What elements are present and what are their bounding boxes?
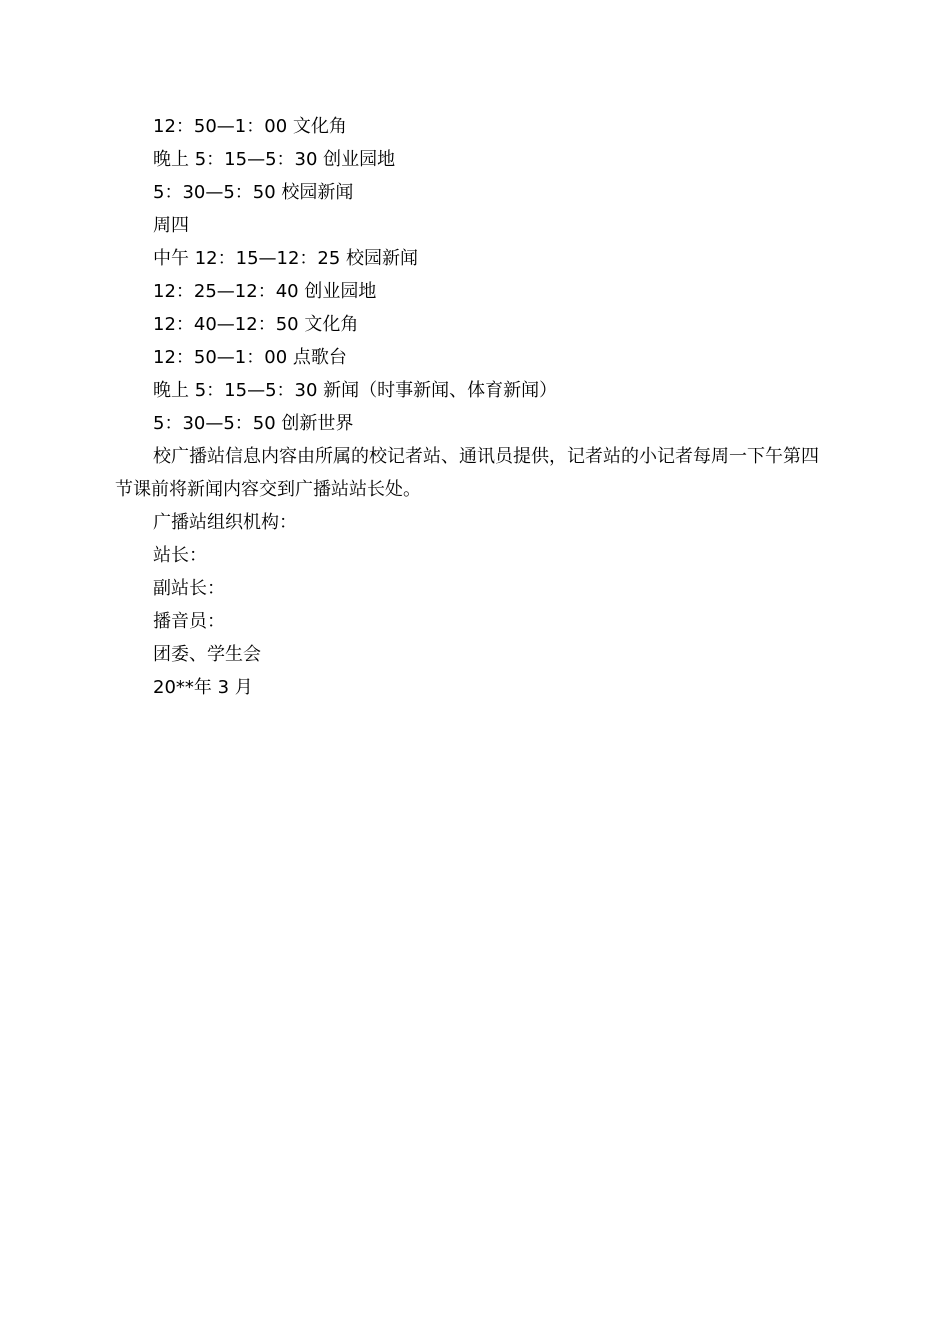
schedule-line: 晚上 5：15—5：30 创业园地 [153,149,396,170]
station-head-line: 站长： [153,545,207,566]
document-body [115,110,830,704]
info-paragraph: 校广播站信息内容由所属的校记者站、通讯员提供，记者站的小记者每周一下午第四节课前将新闻内容交到广播站站长处。 [115,446,819,500]
date-line: 20**年 3 月 [153,677,253,698]
schedule-line: 12：50—1：00 文化角 [153,116,347,137]
organization-heading: 广播站组织机构： [153,512,297,533]
schedule-line: 12：50—1：00 点歌台 [153,347,347,368]
announcer-line: 播音员： [153,611,225,632]
schedule-line: 5：30—5：50 创新世界 [153,413,354,434]
schedule-line: 12：25—12：40 创业园地 [153,281,377,302]
schedule-line: 5：30—5：50 校园新闻 [153,182,354,203]
issuer-line: 团委、学生会 [153,644,261,665]
schedule-line: 中午 12：15—12：25 校园新闻 [153,248,419,269]
schedule-line: 晚上 5：15—5：30 新闻（时事新闻、体育新闻） [153,380,558,401]
schedule-line: 12：40—12：50 文化角 [153,314,359,335]
day-heading: 周四 [153,215,189,236]
deputy-head-line: 副站长： [153,578,225,599]
